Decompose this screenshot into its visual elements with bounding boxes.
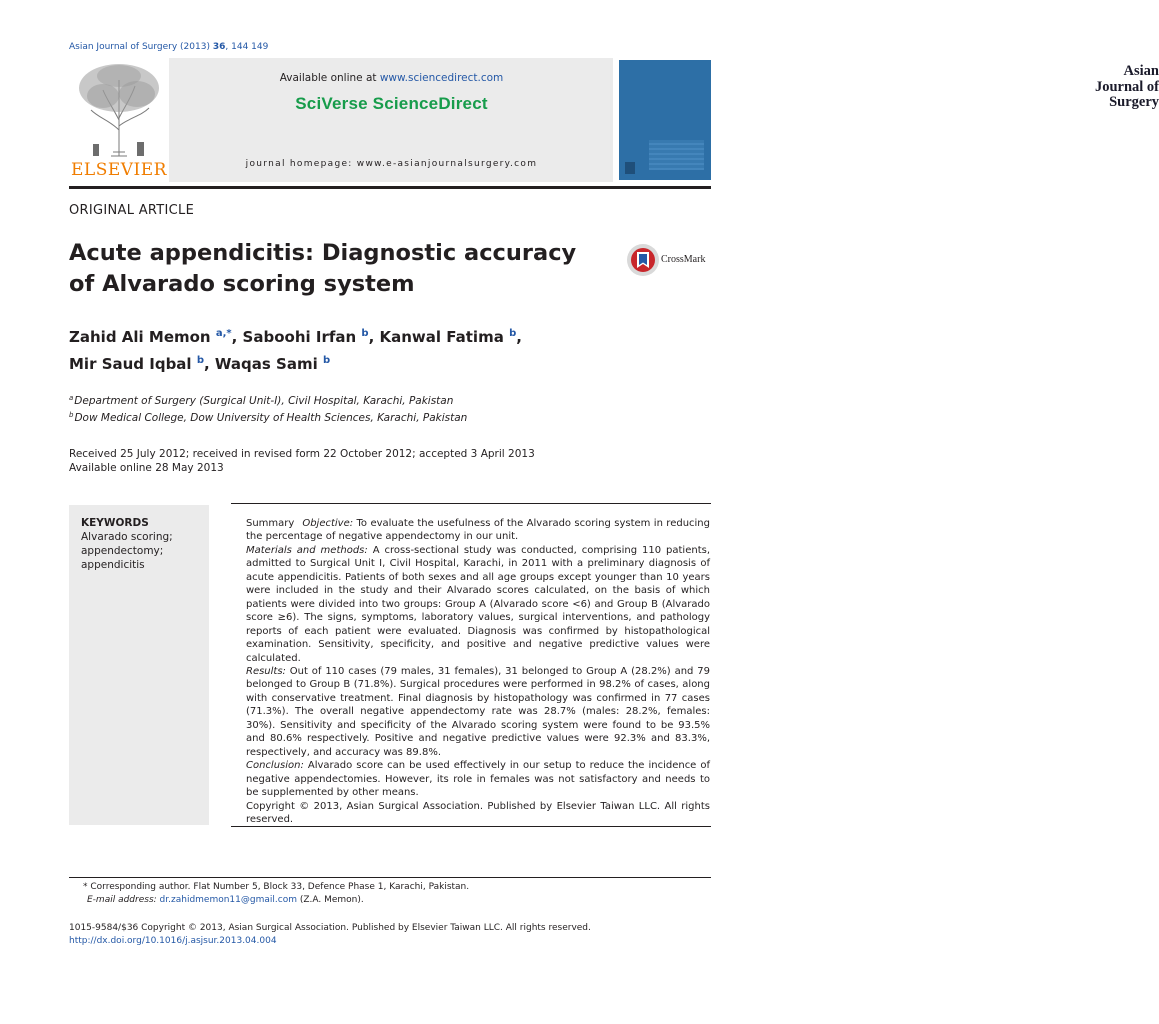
objective-label: Objective:: [302, 518, 354, 529]
availability-prefix: Available online at: [279, 72, 380, 84]
author-email-link[interactable]: dr.zahidmemon11@gmail.com: [159, 895, 297, 905]
doi-link[interactable]: http://dx.doi.org/10.1016/j.asjsur.2013.04.004: [69, 936, 277, 946]
issn-copyright: [69, 922, 591, 948]
keyword-item: appendectomy;: [81, 545, 164, 557]
affiliation-marker: b: [69, 411, 74, 419]
email-line: [69, 894, 469, 907]
author-separator: ,: [203, 355, 215, 373]
header-divider: [69, 186, 711, 189]
journal-cover[interactable]: [619, 60, 1159, 180]
cover-title-line-2: Journal of: [1094, 78, 1159, 95]
author-list: [69, 322, 669, 376]
affiliation-marker: a: [69, 394, 74, 402]
citation-pages: , 144 149: [225, 42, 269, 52]
conclusion-text: Alvarado score can be used effectively in our setup to reduce the incidence of negative appendectomies. However, its role in females was not satisfactory and needs to be supplemented by other means.: [246, 760, 710, 799]
cover-text-lines: [649, 140, 704, 170]
journal-homepage[interactable]: journal homepage: www.e-asianjournalsurgery.com: [245, 159, 538, 169]
affiliation-text: Department of Surgery (Surgical Unit-I), Civil Hospital, Karachi, Pakistan: [74, 395, 454, 407]
author-separator: ,: [368, 328, 380, 346]
cover-title-line-3: Surgery: [1109, 94, 1159, 110]
abstract-objective: [246, 517, 710, 544]
conclusion-label: Conclusion:: [246, 760, 304, 772]
email-suffix: (Z.A. Memon).: [296, 895, 364, 905]
author-name: Waqas Sami: [214, 355, 318, 373]
sciencedirect-brand: SciVerse ScienceDirect: [295, 94, 488, 113]
author-line-2: [69, 349, 669, 376]
corresponding-footnote: [69, 881, 469, 907]
author-affiliation-marker[interactable]: b: [322, 355, 331, 366]
journal-citation[interactable]: [69, 42, 268, 52]
author-name: Zahid Ali Memon: [69, 328, 211, 346]
abstract-conclusion: [246, 759, 710, 799]
author-name: Mir Saud Iqbal: [69, 355, 192, 373]
received-dates: Received 25 July 2012; received in revised form 22 October 2012; accepted 3 April 2013: [69, 448, 535, 460]
publisher-logo: [69, 58, 169, 182]
author-name: Saboohi Irfan: [242, 328, 357, 346]
keywords-box: [69, 505, 209, 825]
publisher-name: ELSEVIER: [71, 160, 167, 180]
author-affiliation-marker[interactable]: b: [509, 328, 517, 339]
objective-text: To evaluate the usefulness of the Alvarado scoring system in reducing the percentage of negative appendectomy in our unit.: [246, 518, 710, 543]
abstract: [246, 517, 710, 826]
cover-logo-mark: [625, 162, 635, 174]
cover-title: [619, 64, 1159, 111]
citation-volume: 36: [212, 42, 226, 52]
availability-line: [170, 72, 613, 84]
sciencedirect-link[interactable]: www.sciencedirect.com: [379, 72, 504, 84]
author-affiliation-marker[interactable]: b: [196, 355, 204, 366]
article-type: ORIGINAL ARTICLE: [69, 203, 195, 218]
affiliation-item: [69, 408, 467, 425]
email-label: E-mail address:: [87, 895, 157, 905]
affiliation-text: Dow Medical College, Dow University of Health Sciences, Karachi, Pakistan: [74, 412, 468, 424]
keyword-item: appendicitis: [81, 559, 145, 571]
footnote-rule: [69, 877, 711, 878]
summary-label: Summary: [246, 518, 295, 529]
cover-title-line-1: Asian: [1123, 63, 1159, 79]
author-separator: ,: [516, 328, 522, 346]
methods-text: A cross-sectional study was conducted, comprising 110 patients, admitted to Surgical Unit I, Civil Hospital, Karachi, in 2011 with a preliminary diagnosis of acute appendicitis. Patients of both sexes and all age groups except younger than 10 years were included in the study and their Alvarado scores calculated, on the basis of which patients were divided into two groups: Group A (Alvarado score <6) and Group B (Alvarado score ≥6). The signs, symptoms, laboratory values, surgical interventions, and pathology reports of each patient were evaluated. Diagnosis was confirmed by histopathological examination. Sensitivity, specificity, and positive and negative predictive values were calculated.: [246, 544, 711, 664]
author-line-1: [69, 322, 669, 349]
crossmark-icon[interactable]: [626, 243, 660, 277]
article-history: [69, 447, 535, 475]
keywords-heading: KEYWORDS: [81, 517, 149, 529]
corresponding-author: * Corresponding author. Flat Number 5, Block 33, Defence Phase 1, Karachi, Pakistan.: [83, 882, 470, 892]
author-separator: ,: [231, 328, 243, 346]
affiliation-list: [69, 391, 467, 425]
article-title: Acute appendicitis: Diagnostic accuracy of Alvarado scoring system: [69, 240, 577, 297]
author-affiliation-marker[interactable]: b: [361, 328, 369, 339]
online-date: Available online 28 May 2013: [69, 462, 224, 474]
keyword-item: Alvarado scoring;: [81, 531, 173, 543]
elsevier-tree-icon: [73, 60, 165, 160]
abstract-copyright: Copyright © 2013, Asian Surgical Association. Published by Elsevier Taiwan LLC. All rights reserved.: [246, 800, 710, 825]
results-text: Out of 110 cases (79 males, 31 females), 31 belonged to Group A (28.2%) and 79 belonged to Group B (71.8%). Surgical procedures were performed in 98.2% of cases, along with conservative treatment. Final diagnosis by histopathology was confirmed in 77 cases (71.3%). The overall negative appendectomy rate was 28.7% (males: 28.2%, females: 30%). Sensitivity and specificity of the Alvarado scoring system were found to be 93.5% and 80.6% respectively. Positive and negative predictive values were 92.3% and 83.3%, respectively, and accuracy was 89.8%.: [246, 665, 710, 758]
author-name: Kanwal Fatima: [379, 328, 504, 346]
abstract-results: [246, 665, 710, 759]
abstract-top-rule: [231, 503, 711, 504]
results-label: Results:: [246, 665, 286, 677]
abstract-bottom-rule: [231, 826, 711, 827]
issn-line: 1015-9584/$36 Copyright © 2013, Asian Surgical Association. Published by Elsevier Taiwan LLC. All rights reserved.: [69, 923, 591, 933]
author-affiliation-marker[interactable]: a,*: [215, 328, 232, 339]
abstract-methods: [246, 544, 710, 665]
affiliation-item: [69, 391, 467, 408]
methods-label: Materials and methods:: [246, 544, 368, 556]
crossmark-label: CrossMark: [661, 254, 706, 265]
citation-journal: Asian Journal of Surgery (2013): [69, 42, 210, 52]
